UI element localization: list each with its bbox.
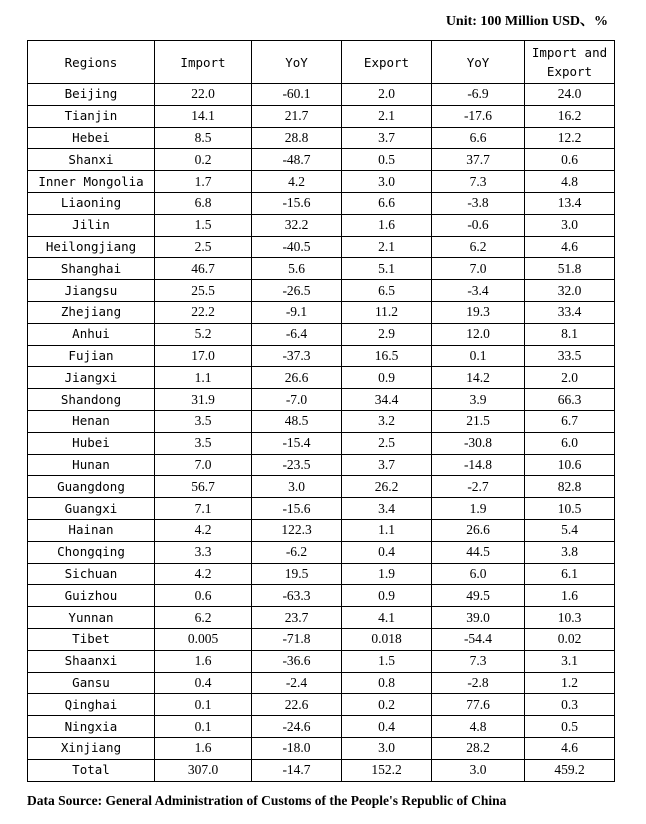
import-yoy-cell: -18.0 [252, 737, 342, 759]
total-trade-cell: 2.0 [525, 367, 615, 389]
total-trade-cell: 4.6 [525, 737, 615, 759]
import-cell: 1.1 [155, 367, 252, 389]
export-cell: 3.2 [342, 410, 432, 432]
region-cell: Xinjiang [28, 737, 155, 759]
import-yoy-cell: -15.6 [252, 192, 342, 214]
export-cell: 3.7 [342, 454, 432, 476]
table-row [28, 258, 615, 280]
total-trade-cell: 32.0 [525, 280, 615, 302]
export-yoy-cell: 1.9 [432, 498, 525, 520]
export-yoy-cell: 39.0 [432, 607, 525, 629]
region-cell: Guangdong [28, 476, 155, 498]
import-yoy-cell: -15.4 [252, 432, 342, 454]
import-cell: 1.6 [155, 650, 252, 672]
table-row [28, 759, 615, 781]
export-cell: 2.9 [342, 323, 432, 345]
import-cell: 0.005 [155, 628, 252, 650]
header-export-yoy: YoY [432, 41, 525, 84]
import-cell: 31.9 [155, 389, 252, 411]
export-yoy-cell: 26.6 [432, 519, 525, 541]
region-cell: Shaanxi [28, 650, 155, 672]
table-row [28, 737, 615, 759]
export-cell: 16.5 [342, 345, 432, 367]
region-cell: Henan [28, 410, 155, 432]
export-yoy-cell: 7.0 [432, 258, 525, 280]
export-cell: 152.2 [342, 759, 432, 781]
total-trade-cell: 6.0 [525, 432, 615, 454]
import-yoy-cell: -37.3 [252, 345, 342, 367]
export-cell: 6.5 [342, 280, 432, 302]
import-cell: 0.6 [155, 585, 252, 607]
import-yoy-cell: 26.6 [252, 367, 342, 389]
export-cell: 3.0 [342, 171, 432, 193]
export-yoy-cell: 6.0 [432, 563, 525, 585]
table-row [28, 105, 615, 127]
import-cell: 17.0 [155, 345, 252, 367]
header-regions: Regions [28, 41, 155, 84]
region-cell: Jilin [28, 214, 155, 236]
import-cell: 0.4 [155, 672, 252, 694]
import-yoy-cell: -26.5 [252, 280, 342, 302]
region-cell: Ningxia [28, 716, 155, 738]
import-yoy-cell: -14.7 [252, 759, 342, 781]
import-cell: 3.3 [155, 541, 252, 563]
region-cell: Zhejiang [28, 301, 155, 323]
region-cell: Inner Mongolia [28, 171, 155, 193]
table-row [28, 84, 615, 106]
export-cell: 3.7 [342, 127, 432, 149]
table-row [28, 171, 615, 193]
import-yoy-cell: -23.5 [252, 454, 342, 476]
import-yoy-cell: -71.8 [252, 628, 342, 650]
import-yoy-cell: 23.7 [252, 607, 342, 629]
total-trade-cell: 8.1 [525, 323, 615, 345]
table-row [28, 214, 615, 236]
export-yoy-cell: -3.8 [432, 192, 525, 214]
export-cell: 0.9 [342, 367, 432, 389]
import-yoy-cell: 3.0 [252, 476, 342, 498]
region-cell: Shandong [28, 389, 155, 411]
total-trade-cell: 0.02 [525, 628, 615, 650]
export-cell: 4.1 [342, 607, 432, 629]
table-row [28, 127, 615, 149]
region-cell: Jiangxi [28, 367, 155, 389]
export-cell: 1.6 [342, 214, 432, 236]
data-source-note: Data Source: General Administration of Customs of the People's Republic of China [27, 793, 507, 808]
total-trade-cell: 459.2 [525, 759, 615, 781]
region-cell: Beijing [28, 84, 155, 106]
header-import-yoy: YoY [252, 41, 342, 84]
unit-label: Unit: 100 Million USD、% [445, 14, 608, 29]
export-cell: 0.2 [342, 694, 432, 716]
import-yoy-cell: 21.7 [252, 105, 342, 127]
total-trade-cell: 6.1 [525, 563, 615, 585]
table-row [28, 280, 615, 302]
total-trade-cell: 10.6 [525, 454, 615, 476]
total-trade-cell: 1.2 [525, 672, 615, 694]
export-yoy-cell: 49.5 [432, 585, 525, 607]
import-yoy-cell: 32.2 [252, 214, 342, 236]
import-yoy-cell: -6.4 [252, 323, 342, 345]
trade-table [27, 40, 615, 782]
export-yoy-cell: -0.6 [432, 214, 525, 236]
export-yoy-cell: -2.7 [432, 476, 525, 498]
table-row [28, 367, 615, 389]
table-row [28, 192, 615, 214]
header-row [28, 41, 615, 84]
table-row [28, 672, 615, 694]
table-row [28, 541, 615, 563]
export-cell: 1.1 [342, 519, 432, 541]
export-yoy-cell: -3.4 [432, 280, 525, 302]
header-export: Export [342, 41, 432, 84]
import-cell: 25.5 [155, 280, 252, 302]
export-yoy-cell: 19.3 [432, 301, 525, 323]
total-trade-cell: 10.3 [525, 607, 615, 629]
import-yoy-cell: 19.5 [252, 563, 342, 585]
import-yoy-cell: -63.3 [252, 585, 342, 607]
region-cell: Tianjin [28, 105, 155, 127]
import-cell: 0.2 [155, 149, 252, 171]
region-cell: Hainan [28, 519, 155, 541]
import-cell: 4.2 [155, 563, 252, 585]
import-yoy-cell: 28.8 [252, 127, 342, 149]
table-row [28, 236, 615, 258]
total-trade-cell: 3.0 [525, 214, 615, 236]
region-cell: Chongqing [28, 541, 155, 563]
export-cell: 0.018 [342, 628, 432, 650]
export-cell: 0.8 [342, 672, 432, 694]
region-cell: Tibet [28, 628, 155, 650]
import-yoy-cell: 4.2 [252, 171, 342, 193]
import-cell: 8.5 [155, 127, 252, 149]
import-yoy-cell: -48.7 [252, 149, 342, 171]
total-trade-cell: 33.4 [525, 301, 615, 323]
import-yoy-cell: -60.1 [252, 84, 342, 106]
export-yoy-cell: 14.2 [432, 367, 525, 389]
import-cell: 4.2 [155, 519, 252, 541]
export-cell: 2.0 [342, 84, 432, 106]
export-cell: 6.6 [342, 192, 432, 214]
export-yoy-cell: 4.8 [432, 716, 525, 738]
total-trade-cell: 0.5 [525, 716, 615, 738]
import-cell: 1.6 [155, 737, 252, 759]
import-cell: 14.1 [155, 105, 252, 127]
total-trade-cell: 24.0 [525, 84, 615, 106]
import-cell: 0.1 [155, 716, 252, 738]
total-trade-cell: 1.6 [525, 585, 615, 607]
export-cell: 0.4 [342, 541, 432, 563]
import-cell: 307.0 [155, 759, 252, 781]
region-cell: Sichuan [28, 563, 155, 585]
total-trade-cell: 0.3 [525, 694, 615, 716]
import-yoy-cell: 5.6 [252, 258, 342, 280]
table-row [28, 716, 615, 738]
import-yoy-cell: 122.3 [252, 519, 342, 541]
total-trade-cell: 33.5 [525, 345, 615, 367]
export-cell: 11.2 [342, 301, 432, 323]
export-yoy-cell: 37.7 [432, 149, 525, 171]
table-body [28, 84, 615, 782]
region-cell: Total [28, 759, 155, 781]
table-row [28, 149, 615, 171]
import-yoy-cell: 48.5 [252, 410, 342, 432]
import-cell: 2.5 [155, 236, 252, 258]
import-yoy-cell: 22.6 [252, 694, 342, 716]
region-cell: Anhui [28, 323, 155, 345]
export-yoy-cell: -2.8 [432, 672, 525, 694]
table-row [28, 563, 615, 585]
import-cell: 7.0 [155, 454, 252, 476]
import-yoy-cell: -24.6 [252, 716, 342, 738]
total-trade-cell: 82.8 [525, 476, 615, 498]
export-yoy-cell: -17.6 [432, 105, 525, 127]
total-trade-cell: 6.7 [525, 410, 615, 432]
region-cell: Yunnan [28, 607, 155, 629]
table-row [28, 607, 615, 629]
region-cell: Hubei [28, 432, 155, 454]
region-cell: Hebei [28, 127, 155, 149]
import-cell: 6.8 [155, 192, 252, 214]
total-trade-cell: 13.4 [525, 192, 615, 214]
region-cell: Shanghai [28, 258, 155, 280]
export-yoy-cell: 77.6 [432, 694, 525, 716]
import-cell: 7.1 [155, 498, 252, 520]
export-yoy-cell: -14.8 [432, 454, 525, 476]
import-cell: 1.7 [155, 171, 252, 193]
export-cell: 2.1 [342, 236, 432, 258]
export-cell: 5.1 [342, 258, 432, 280]
export-yoy-cell: -54.4 [432, 628, 525, 650]
table-row [28, 345, 615, 367]
region-cell: Hunan [28, 454, 155, 476]
table-row [28, 519, 615, 541]
total-trade-cell: 0.6 [525, 149, 615, 171]
total-trade-cell: 66.3 [525, 389, 615, 411]
total-trade-cell: 4.8 [525, 171, 615, 193]
import-yoy-cell: -7.0 [252, 389, 342, 411]
export-cell: 26.2 [342, 476, 432, 498]
export-yoy-cell: 21.5 [432, 410, 525, 432]
export-yoy-cell: 3.9 [432, 389, 525, 411]
table-row [28, 585, 615, 607]
region-cell: Jiangsu [28, 280, 155, 302]
export-yoy-cell: 7.3 [432, 171, 525, 193]
import-yoy-cell: -6.2 [252, 541, 342, 563]
total-trade-cell: 10.5 [525, 498, 615, 520]
import-yoy-cell: -40.5 [252, 236, 342, 258]
export-cell: 34.4 [342, 389, 432, 411]
table-row [28, 498, 615, 520]
total-trade-cell: 4.6 [525, 236, 615, 258]
export-cell: 0.9 [342, 585, 432, 607]
import-cell: 56.7 [155, 476, 252, 498]
export-cell: 1.9 [342, 563, 432, 585]
table-row [28, 454, 615, 476]
table-row [28, 323, 615, 345]
import-cell: 22.0 [155, 84, 252, 106]
region-cell: Heilongjiang [28, 236, 155, 258]
export-yoy-cell: 6.2 [432, 236, 525, 258]
table-row [28, 410, 615, 432]
export-cell: 2.5 [342, 432, 432, 454]
import-cell: 0.1 [155, 694, 252, 716]
import-cell: 5.2 [155, 323, 252, 345]
import-cell: 6.2 [155, 607, 252, 629]
export-yoy-cell: 7.3 [432, 650, 525, 672]
table-row [28, 301, 615, 323]
export-yoy-cell: 3.0 [432, 759, 525, 781]
header-import: Import [155, 41, 252, 84]
import-cell: 1.5 [155, 214, 252, 236]
import-cell: 46.7 [155, 258, 252, 280]
export-cell: 0.5 [342, 149, 432, 171]
header-import-and-export: Import and Export [525, 41, 615, 84]
export-cell: 3.0 [342, 737, 432, 759]
export-yoy-cell: 6.6 [432, 127, 525, 149]
export-yoy-cell: 28.2 [432, 737, 525, 759]
region-cell: Qinghai [28, 694, 155, 716]
region-cell: Guizhou [28, 585, 155, 607]
import-cell: 22.2 [155, 301, 252, 323]
export-cell: 1.5 [342, 650, 432, 672]
export-yoy-cell: 44.5 [432, 541, 525, 563]
table-row [28, 432, 615, 454]
total-trade-cell: 51.8 [525, 258, 615, 280]
table-row [28, 650, 615, 672]
total-trade-cell: 5.4 [525, 519, 615, 541]
table-row [28, 389, 615, 411]
region-cell: Liaoning [28, 192, 155, 214]
region-cell: Gansu [28, 672, 155, 694]
total-trade-cell: 12.2 [525, 127, 615, 149]
import-yoy-cell: -9.1 [252, 301, 342, 323]
export-yoy-cell: -30.8 [432, 432, 525, 454]
total-trade-cell: 16.2 [525, 105, 615, 127]
import-cell: 3.5 [155, 410, 252, 432]
table-row [28, 628, 615, 650]
table-row [28, 694, 615, 716]
total-trade-cell: 3.1 [525, 650, 615, 672]
total-trade-cell: 3.8 [525, 541, 615, 563]
region-cell: Fujian [28, 345, 155, 367]
import-yoy-cell: -2.4 [252, 672, 342, 694]
export-cell: 2.1 [342, 105, 432, 127]
import-yoy-cell: -15.6 [252, 498, 342, 520]
table-row [28, 476, 615, 498]
region-cell: Guangxi [28, 498, 155, 520]
export-yoy-cell: -6.9 [432, 84, 525, 106]
region-cell: Shanxi [28, 149, 155, 171]
import-cell: 3.5 [155, 432, 252, 454]
export-yoy-cell: 12.0 [432, 323, 525, 345]
export-cell: 3.4 [342, 498, 432, 520]
export-cell: 0.4 [342, 716, 432, 738]
import-yoy-cell: -36.6 [252, 650, 342, 672]
export-yoy-cell: 0.1 [432, 345, 525, 367]
